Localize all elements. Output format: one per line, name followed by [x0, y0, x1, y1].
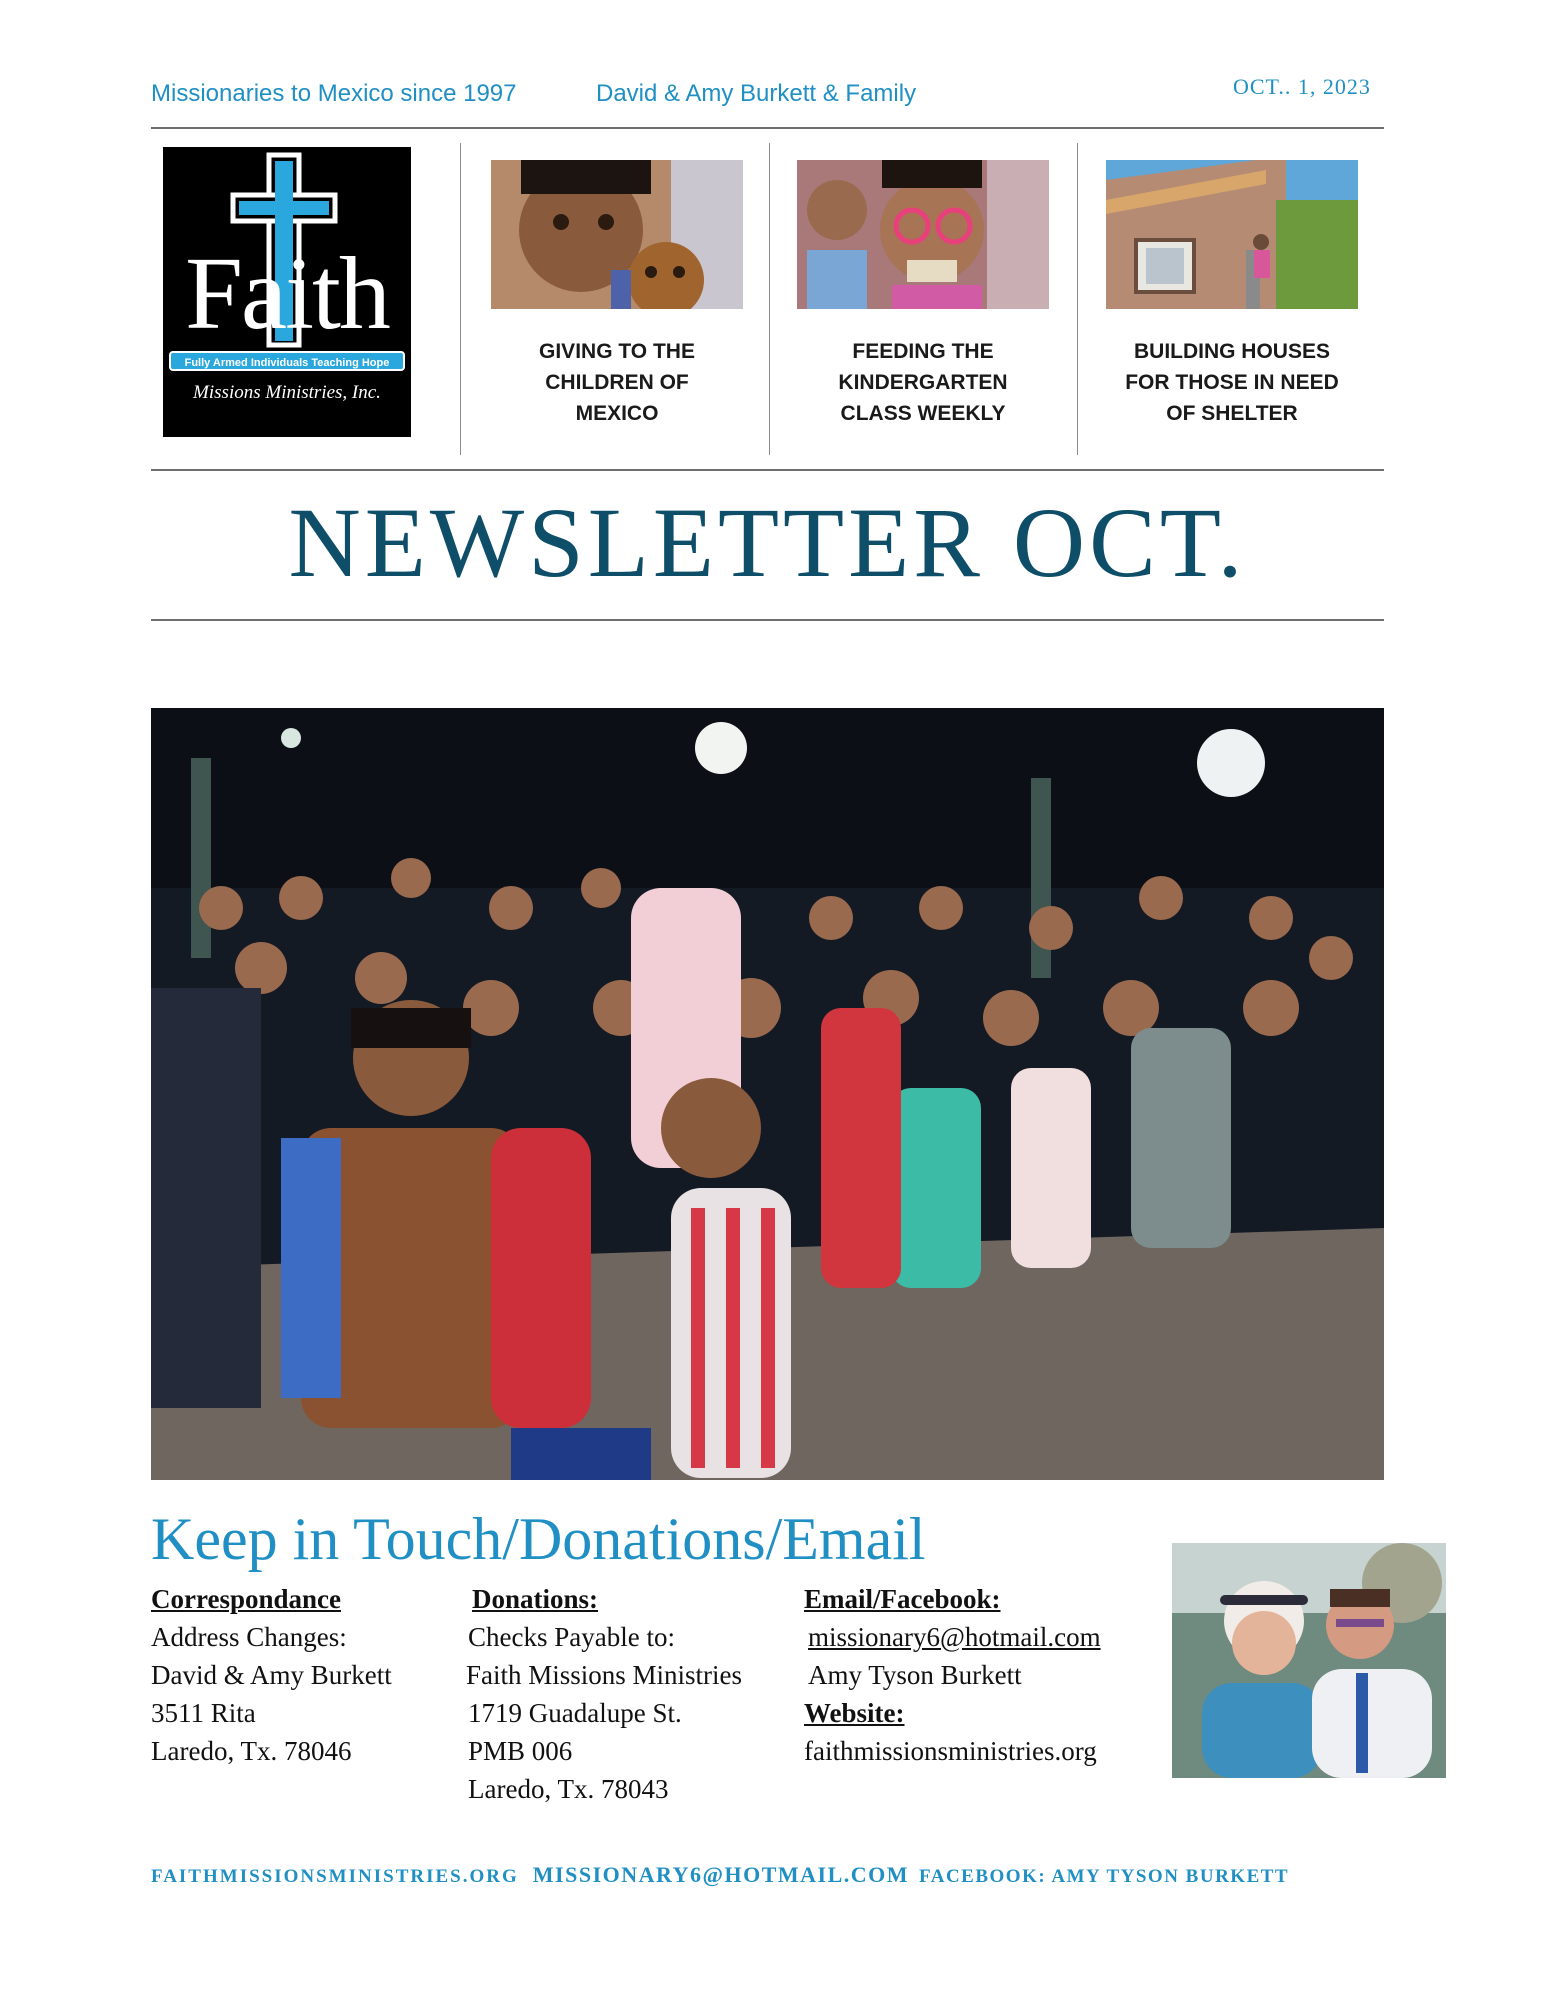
donations-column — [466, 1580, 742, 1808]
title-divider — [151, 619, 1384, 621]
header-family: David & Amy Burkett & Family — [596, 80, 917, 107]
header-divider — [151, 127, 1384, 129]
website-heading: Website: — [804, 1698, 905, 1728]
correspondence-line: Laredo, Tx. 78046 — [151, 1736, 352, 1766]
header-date: OCT.. 1, 2023 — [1233, 74, 1371, 99]
donations-line: 1719 Guadalupe St. — [468, 1698, 682, 1728]
footer-email-link[interactable]: MISSIONARY6@HOTMAIL.COM — [532, 1862, 910, 1887]
website-link[interactable]: faithmissionsministries.org — [804, 1736, 1097, 1766]
features-divider — [151, 469, 1384, 471]
column-divider — [769, 143, 770, 455]
correspondence-line: Address Changes: — [151, 1622, 347, 1652]
footer — [151, 1862, 1289, 1888]
donations-heading: Donations: — [472, 1584, 599, 1614]
photo-kindergarten — [797, 160, 1049, 309]
email-link[interactable]: missionary6@hotmail.com — [808, 1622, 1101, 1652]
logo-word: Faith — [185, 236, 389, 351]
feature-caption-building: BUILDING HOUSES FOR THOSE IN NEED OF SHELTER — [1125, 340, 1339, 425]
contact-heading: Keep in Touch/Donations/Email — [151, 1506, 926, 1572]
photo-children-praising — [151, 708, 1384, 1480]
header-tagline: Missionaries to Mexico since 1997 — [151, 80, 517, 107]
column-divider — [460, 143, 461, 455]
donations-line: Checks Payable to: — [468, 1622, 675, 1652]
feature-caption-giving: GIVING TO THE CHILDREN OF MEXICO — [539, 340, 695, 425]
logo-tagline: Fully Armed Individuals Teaching Hope — [169, 351, 405, 371]
photo-house-building — [1106, 160, 1358, 309]
photo-burkett-couple — [1172, 1543, 1446, 1778]
correspondence-column — [151, 1580, 392, 1770]
footer-site-link[interactable]: FAITHMISSIONSMINISTRIES.ORG — [151, 1866, 519, 1887]
donations-line: Faith Missions Ministries — [466, 1660, 743, 1690]
faith-logo — [163, 147, 411, 437]
email-column — [804, 1580, 1101, 1770]
feature-caption-feeding: FEEDING THE KINDERGARTEN CLASS WEEKLY — [838, 340, 1008, 425]
donations-line: Laredo, Tx. 78043 — [468, 1774, 669, 1804]
correspondence-line: David & Amy Burkett — [151, 1660, 392, 1690]
correspondence-line: 3511 Rita — [151, 1698, 256, 1728]
email-heading: Email/Facebook: — [804, 1584, 1001, 1614]
newsletter-title: NEWSLETTER OCT. — [288, 487, 1247, 598]
donations-line: PMB 006 — [468, 1736, 573, 1766]
photo-child-teddy — [491, 160, 743, 309]
logo-org: Missions Ministries, Inc. — [193, 382, 381, 403]
facebook-name: Amy Tyson Burkett — [808, 1660, 1022, 1690]
correspondence-heading: Correspondance — [151, 1584, 342, 1614]
column-divider — [1077, 143, 1078, 455]
footer-facebook: FACEBOOK: AMY TYSON BURKETT — [919, 1866, 1290, 1887]
